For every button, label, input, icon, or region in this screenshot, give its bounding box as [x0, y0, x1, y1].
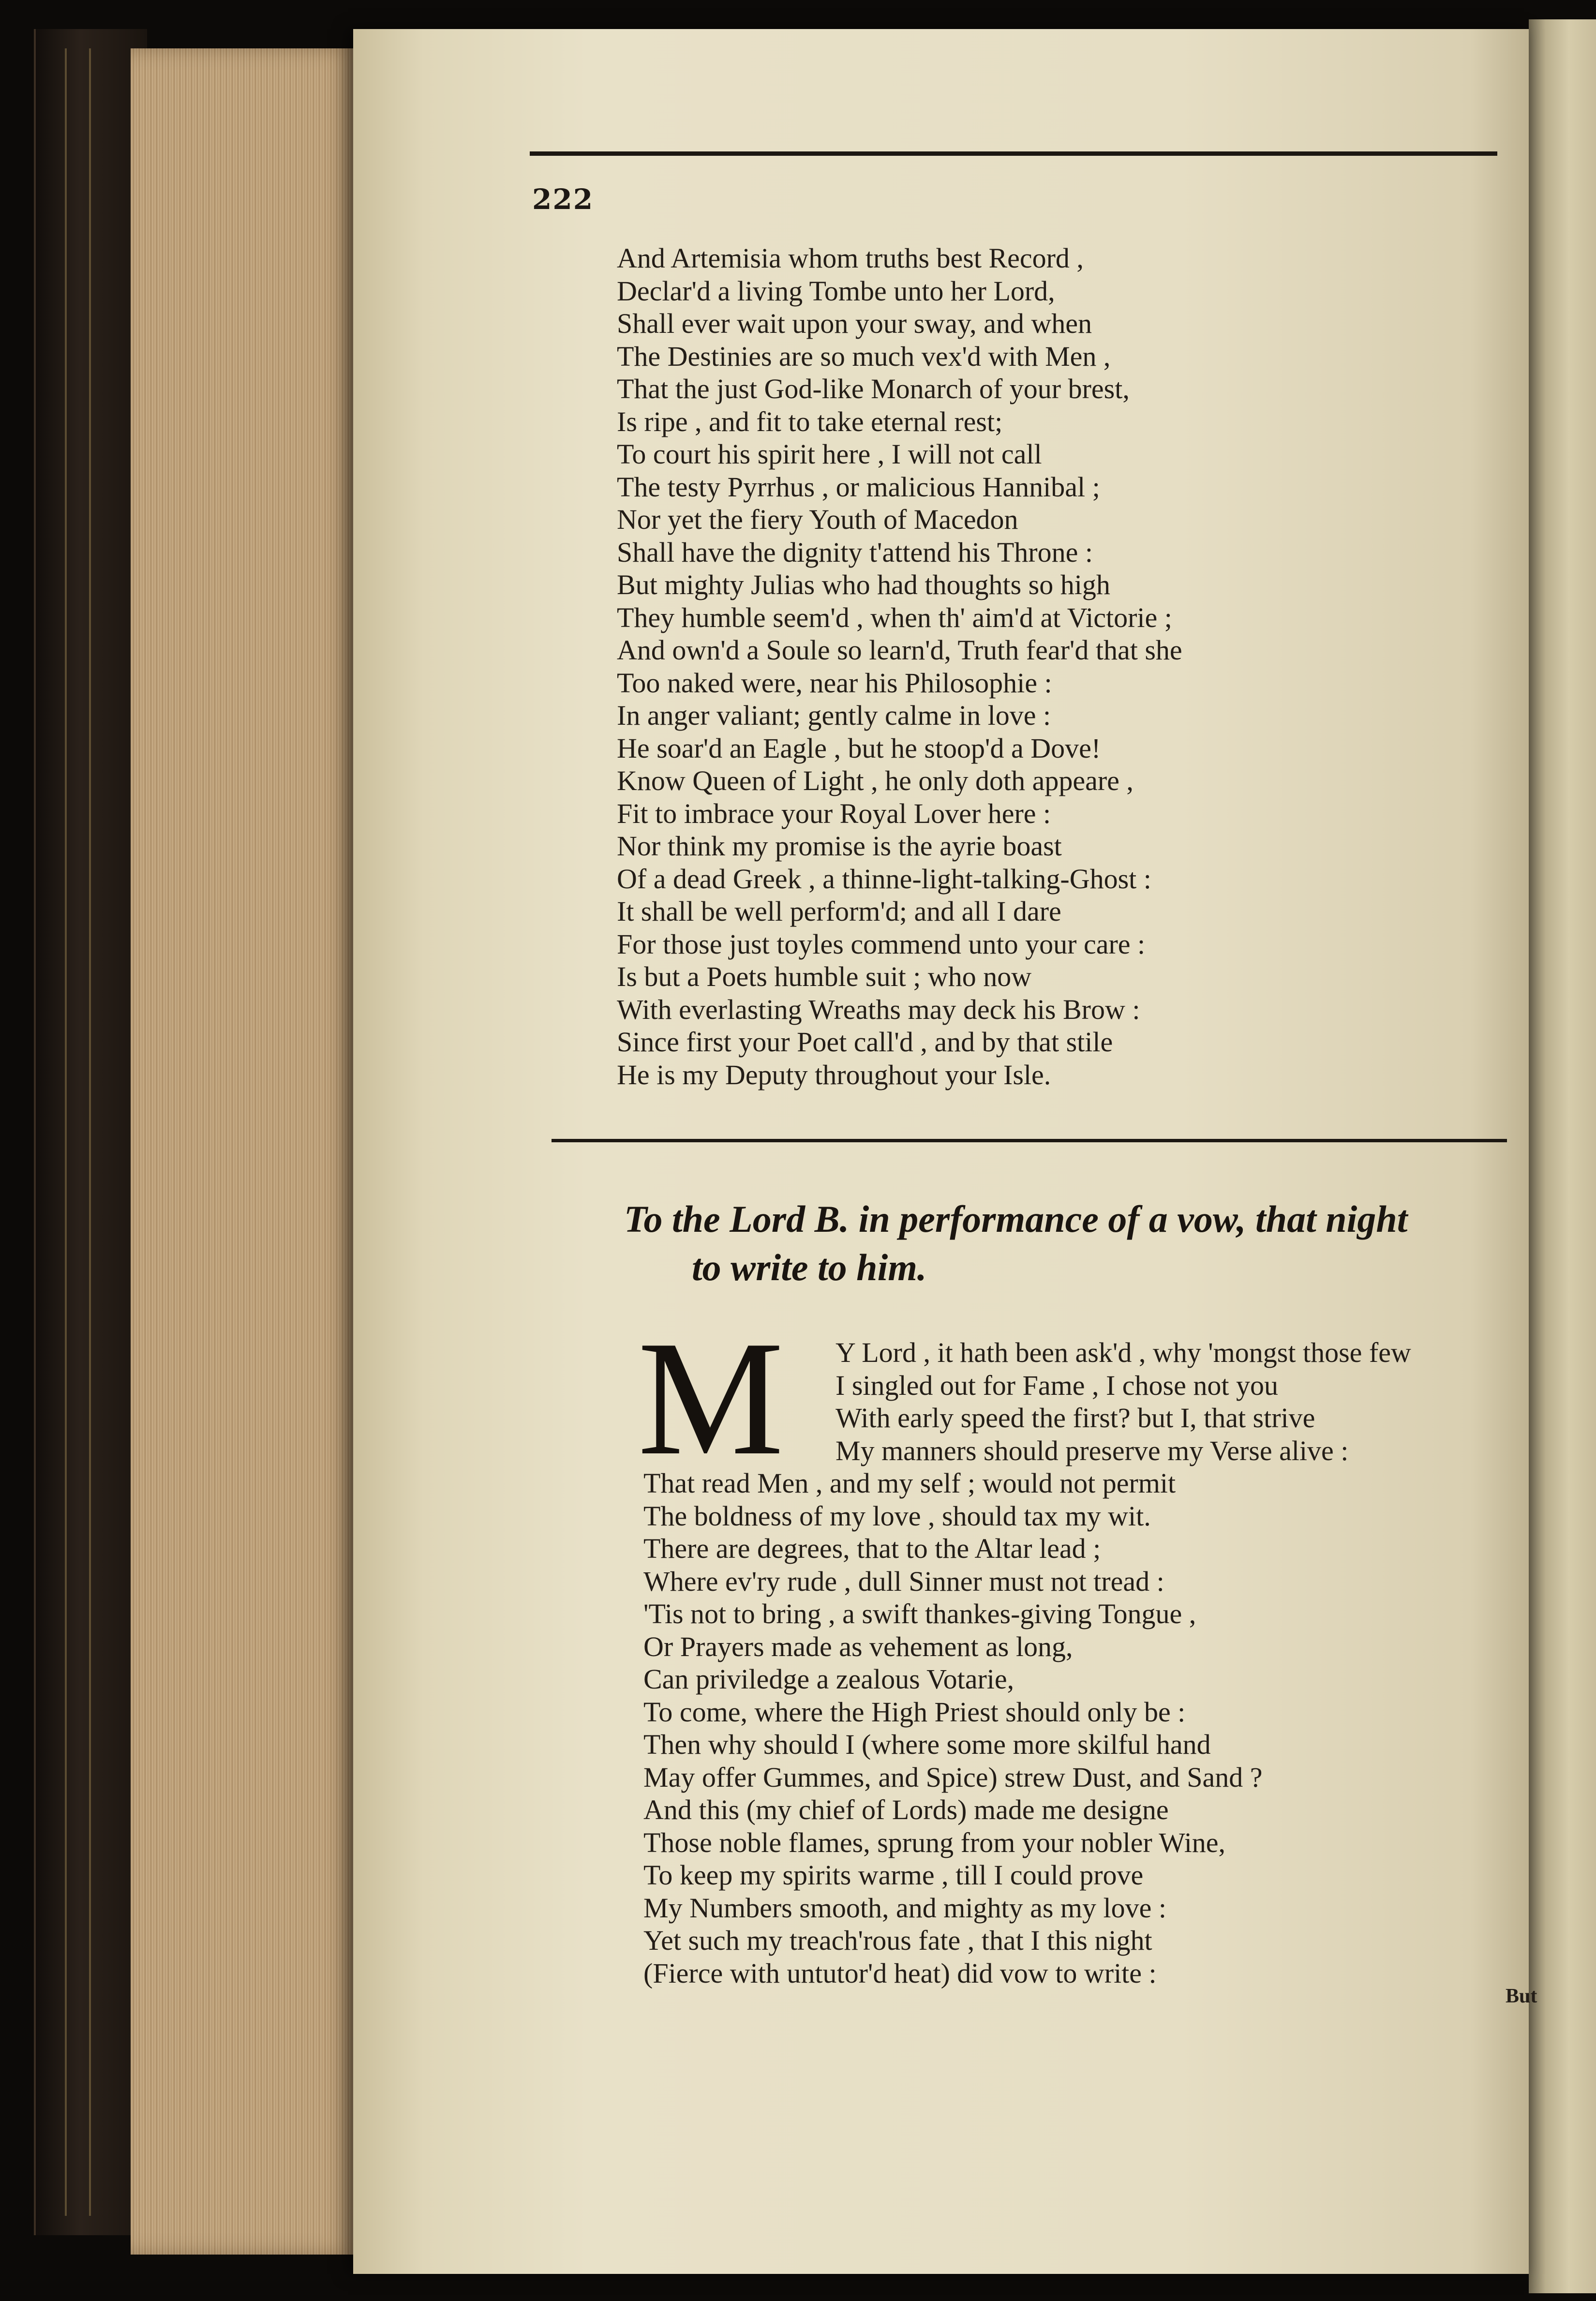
verse-line: Too naked were, near his Philosophie :	[617, 667, 1052, 699]
poem-2-indented-lines	[835, 1336, 1411, 1467]
verse-line: To come, where the High Priest should only be :	[643, 1696, 1186, 1728]
verse-line: My Numbers smooth, and mighty as my love :	[643, 1892, 1166, 1924]
page-number: 222	[532, 183, 594, 216]
verse-line: Is but a Poets humble suit ; who now	[617, 961, 1032, 992]
catchword: But	[1506, 1985, 1537, 2007]
verse-line: May offer Gummes, and Spice) strew Dust, and Sand ?	[643, 1761, 1263, 1793]
verse-line: To keep my spirits warme , till I could prove	[643, 1859, 1144, 1891]
poem-2-title-line-2: to write to him.	[692, 1246, 927, 1288]
verse-line: Fit to imbrace your Royal Lover here :	[617, 797, 1051, 829]
verse-line: In anger valiant; gently calme in love :	[617, 700, 1051, 731]
verse-line: My manners should preserve my Verse alive :	[835, 1434, 1349, 1466]
drop-cap: M	[638, 1307, 784, 1489]
facing-page-edge	[1529, 19, 1596, 2293]
page-edges	[131, 48, 358, 2255]
verse-line: With early speed the first? but I, that strive	[835, 1402, 1315, 1434]
verse-line: Can priviledge a zealous Votarie,	[643, 1663, 1014, 1695]
verse-line: Or Prayers made as vehement as long,	[643, 1630, 1073, 1662]
section-rule	[552, 1139, 1507, 1142]
verse-line: The testy Pyrrhus , or malicious Hannibal ;	[617, 471, 1100, 503]
verse-line: Know Queen of Light , he only doth appeare ,	[617, 765, 1134, 796]
verse-line: 'Tis not to bring , a swift thankes-giving Tongue ,	[643, 1598, 1196, 1629]
verse-line: They humble seem'd , when th' aim'd at Victorie ;	[617, 601, 1172, 633]
poem-2-lines	[643, 1467, 1262, 1989]
verse-line: For those just toyles commend unto your care :	[617, 928, 1146, 960]
verse-line: (Fierce with untutor'd heat) did vow to write :	[643, 1957, 1157, 1989]
verse-line: With everlasting Wreaths may deck his Brow :	[617, 993, 1140, 1025]
verse-line: And own'd a Soule so learn'd, Truth fear'd that she	[617, 634, 1182, 666]
verse-line: Then why should I (where some more skilful hand	[643, 1729, 1211, 1760]
verse-line: Shall ever wait upon your sway, and when	[617, 308, 1092, 339]
verse-line: To court his spirit here , I will not call	[617, 438, 1042, 470]
verse-line: Nor think my promise is the ayrie boast	[617, 830, 1062, 862]
poem-2-title-line-1: To the Lord B. in performance of a vow, that night	[624, 1198, 1408, 1240]
gilt-line	[65, 48, 67, 2216]
header-rule	[530, 151, 1497, 156]
verse-line: But mighty Julias who had thoughts so high	[617, 569, 1110, 600]
verse-line: I singled out for Fame , I chose not you	[835, 1369, 1278, 1401]
verse-line: That the just God-like Monarch of your brest,	[617, 373, 1130, 404]
verse-line: The Destinies are so much vex'd with Men ,	[617, 340, 1111, 372]
poem-1-lines	[617, 242, 1182, 1091]
gilt-line	[89, 48, 91, 2216]
verse-line: Where ev'ry rude , dull Sinner must not tread :	[643, 1565, 1164, 1597]
verse-line: The boldness of my love , should tax my wit.	[643, 1500, 1151, 1532]
verse-line: He soar'd an Eagle , but he stoop'd a Dove!	[617, 732, 1101, 764]
verse-line: And Artemisia whom truths best Record ,	[617, 242, 1084, 274]
verse-line: It shall be well perform'd; and all I dare	[617, 896, 1061, 927]
verse-line: Nor yet the fiery Youth of Macedon	[617, 504, 1018, 535]
verse-line: He is my Deputy throughout your Isle.	[617, 1059, 1051, 1091]
book-cover	[34, 29, 147, 2235]
verse-line: Of a dead Greek , a thinne-light-talking-Ghost :	[617, 863, 1151, 895]
verse-line: Those noble flames, sprung from your nobler Wine,	[643, 1826, 1226, 1858]
verse-line: Declar'd a living Tombe unto her Lord,	[617, 275, 1055, 307]
verse-line: Shall have the dignity t'attend his Throne :	[617, 536, 1093, 568]
verse-line: There are degrees, that to the Altar lead ;	[643, 1533, 1101, 1564]
verse-line: Y Lord , it hath been ask'd , why 'mongst those few	[835, 1337, 1411, 1368]
verse-line: Yet such my treach'rous fate , that I this night	[643, 1925, 1152, 1956]
poem-2-title	[624, 1195, 1524, 1292]
verse-line: That read Men , and my self ; would not permit	[643, 1467, 1176, 1499]
verse-line: Is ripe , and fit to take eternal rest;	[617, 405, 1003, 437]
verse-line: And this (my chief of Lords) made me designe	[643, 1794, 1169, 1825]
verse-line: Since first your Poet call'd , and by that stile	[617, 1026, 1113, 1058]
